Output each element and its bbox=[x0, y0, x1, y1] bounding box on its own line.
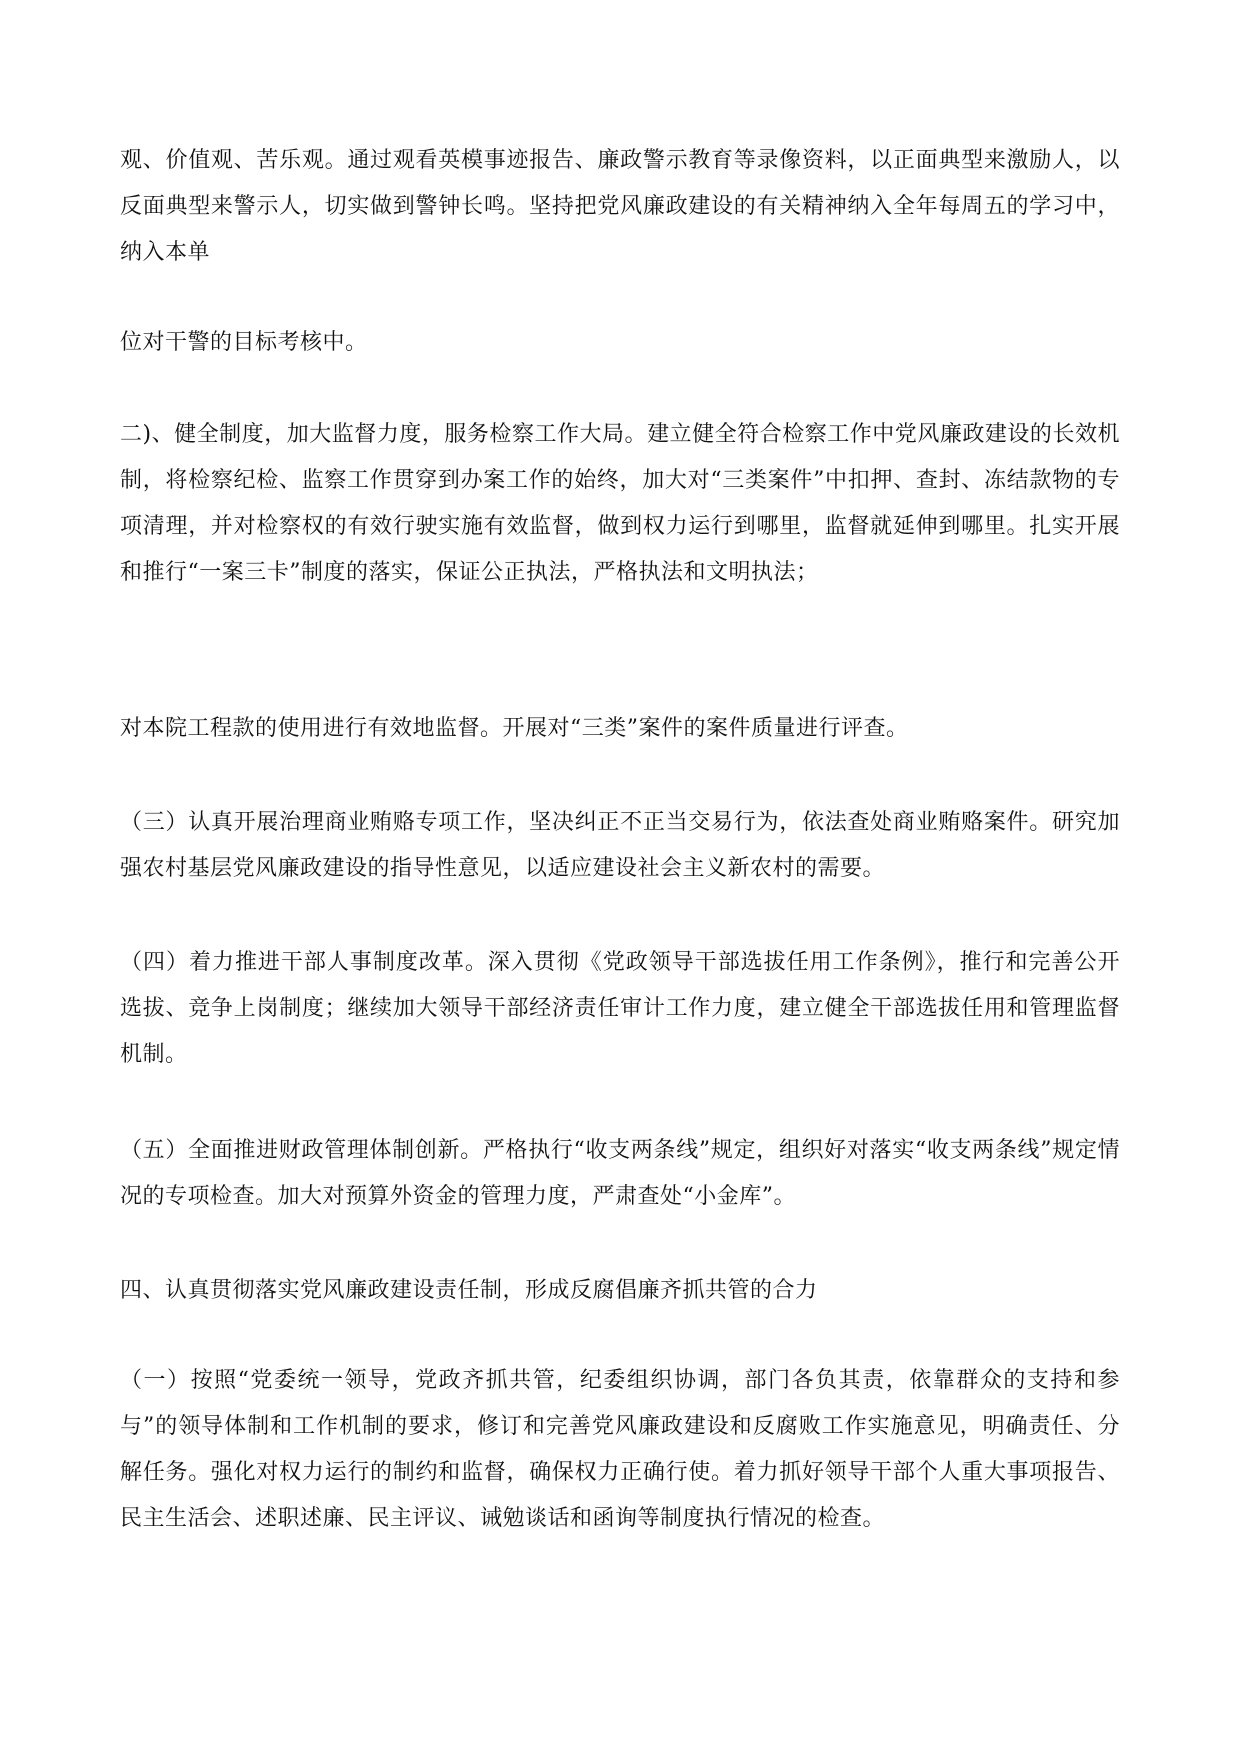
paragraph-6: （四）着力推进干部人事制度改革。深入贯彻《党政领导干部选拔任用工作条例》，推行和完善公开选拔、竞争上岗制度；继续加大领导干部经济责任审计工作力度，建立健全干部选拔任用和管理监督机制。 bbox=[120, 950, 1120, 1067]
paragraph-3: 二)、健全制度，加大监督力度，服务检察工作大局。建立健全符合检察工作中党风廉政建设的长效机制，将检察纪检、监察工作贯穿到办案工作的始终，加大对“三类案件”中扣押、查封、冻结款物的专项清理，并对检察权的有效行驶实施有效监督，做到权力运行到哪里，监督就延伸到哪里。扎实开展和推行“一案三卡”制度的落实，保证公正执法，严格执法和文明执法； bbox=[120, 422, 1120, 585]
paragraph-4: 对本院工程款的使用进行有效地监督。开展对“三类”案件的案件质量进行评查。 bbox=[120, 716, 909, 741]
paragraph-5: （三）认真开展治理商业贿赂专项工作，坚决纠正不正当交易行为，依法查处商业贿赂案件。研究加强农村基层党风廉政建设的指导性意见，以适应建设社会主义新农村的需要。 bbox=[120, 810, 1120, 881]
paragraph-2: 位对干警的目标考核中。 bbox=[120, 330, 368, 355]
section-heading-4: 四、认真贯彻落实党风廉政建设责任制，形成反腐倡廉齐抓共管的合力 bbox=[120, 1278, 818, 1303]
paragraph-1: 观、价值观、苦乐观。通过观看英模事迹报告、廉政警示教育等录像资料，以正面典型来激励人，以反面典型来警示人，切实做到警钟长鸣。坚持把党风廉政建设的有关精神纳入全年每周五的学习中，纳入本单 bbox=[120, 148, 1120, 265]
paragraph-8: （一）按照“党委统一领导，党政齐抓共管，纪委组织协调，部门各负其责，依靠群众的支持和参与”的领导体制和工作机制的要求，修订和完善党风廉政建设和反腐败工作实施意见，明确责任、分解任务。强化对权力运行的制约和监督，确保权力正确行使。着力抓好领导干部个人重大事项报告、民主生活会、述职述廉、民主评议、诫勉谈话和函询等制度执行情况的检查。 bbox=[120, 1368, 1120, 1531]
paragraph-7: （五）全面推进财政管理体制创新。严格执行“收支两条线”规定，组织好对落实“收支两条线”规定情况的专项检查。加大对预算外资金的管理力度，严肃查处“小金库”。 bbox=[120, 1138, 1120, 1209]
